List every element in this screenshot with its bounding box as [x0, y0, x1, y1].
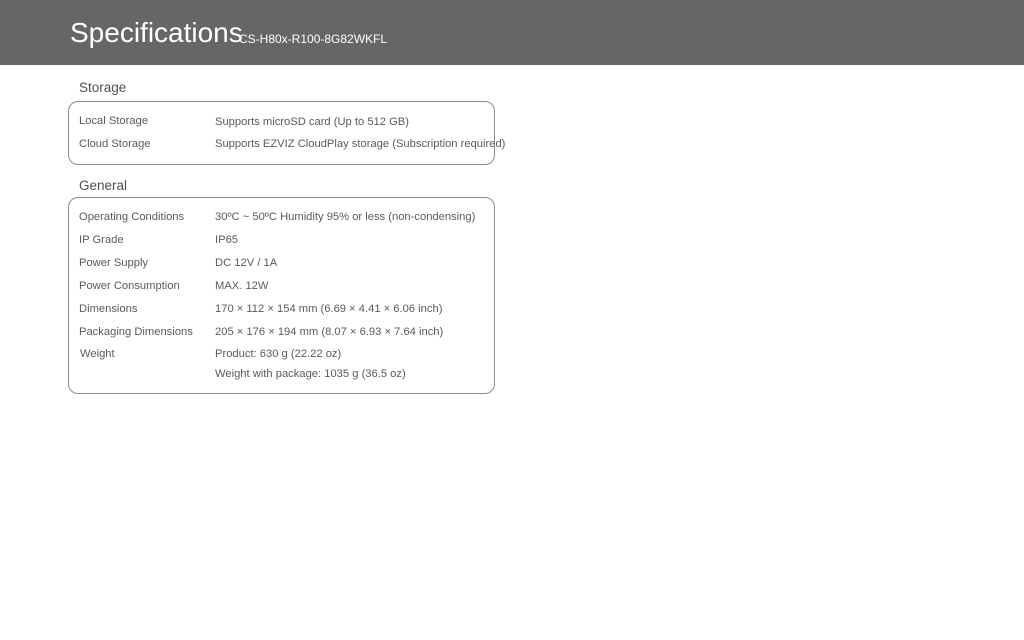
spec-value: Weight with package: 1035 g (36.5 oz): [215, 368, 406, 380]
spec-label: Operating Conditions: [79, 211, 185, 223]
spec-value: Product: 630 g (22.22 oz): [215, 348, 342, 360]
spec-value: 205 × 176 × 194 mm (8.07 × 6.93 × 7.64 inch): [215, 326, 444, 338]
spec-label: Power Consumption: [79, 280, 180, 292]
spec-value: 170 × 112 × 154 mm (6.69 × 4.41 × 6.06 inch): [215, 303, 443, 315]
spec-label: Local Storage: [79, 115, 149, 127]
model-number: CS-H80x-R100-8G82WKFL: [239, 32, 388, 46]
spec-value: Supports EZVIZ CloudPlay storage (Subscription required): [215, 138, 506, 150]
spec-label: Power Supply: [79, 257, 149, 269]
spec-value: DC 12V / 1A: [215, 257, 278, 269]
page-header: [0, 0, 1024, 65]
section-title-storage: Storage: [79, 80, 127, 95]
spec-label: IP Grade: [79, 234, 124, 246]
spec-label: Weight: [80, 348, 115, 360]
spec-value: 30ºC ~ 50ºC Humidity 95% or less (non-condensing): [215, 211, 476, 223]
page-title: Specifications: [70, 17, 243, 48]
spec-label: Packaging Dimensions: [79, 326, 193, 338]
spec-value: MAX. 12W: [215, 280, 269, 292]
spec-label: Cloud Storage: [79, 138, 151, 150]
storage-spec-box: [68, 101, 506, 165]
section-title-general: General: [79, 178, 128, 193]
spec-value: IP65: [215, 234, 239, 246]
spec-label: Dimensions: [79, 303, 138, 315]
spec-value: Supports microSD card (Up to 512 GB): [215, 116, 409, 128]
general-spec-box: [68, 197, 495, 394]
